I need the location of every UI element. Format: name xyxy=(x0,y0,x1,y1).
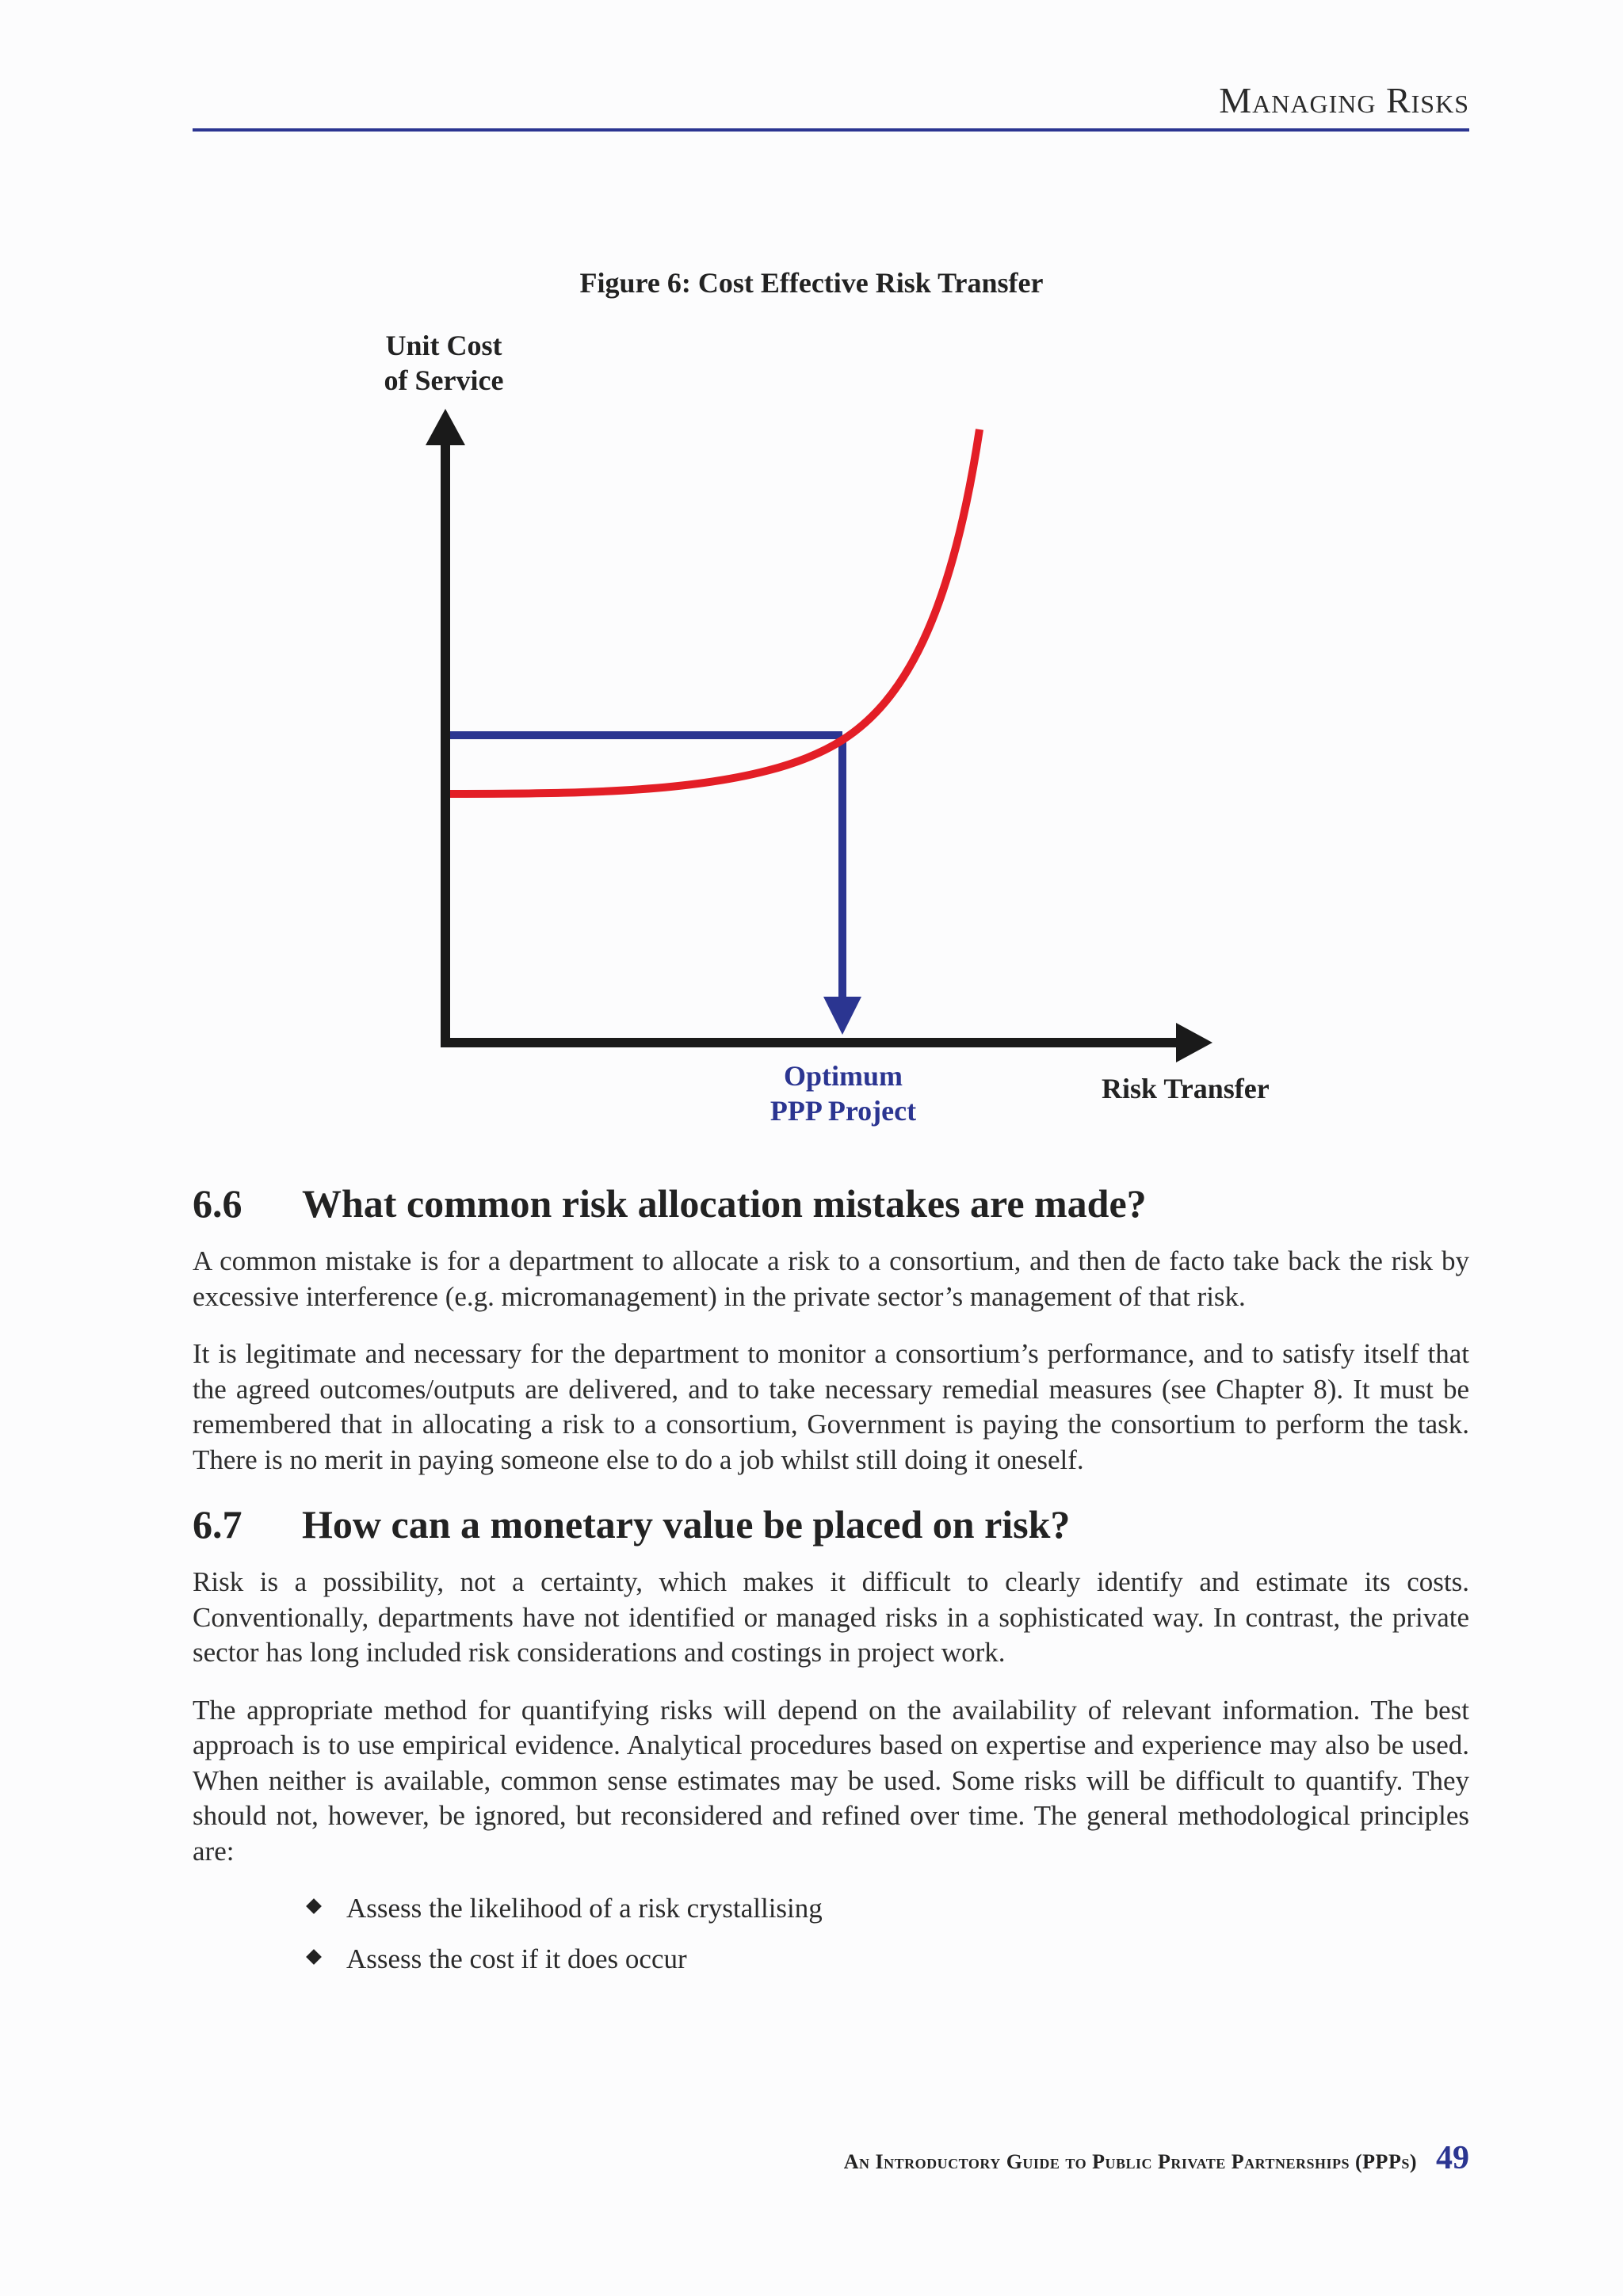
section-number: 6.7 xyxy=(193,1502,242,1547)
section-number: 6.6 xyxy=(193,1181,242,1226)
list-item-text: Assess the likelihood of a risk crystallising xyxy=(346,1893,823,1924)
list-item xyxy=(302,1891,1469,1926)
optimum-label-line1: Optimum xyxy=(783,1060,903,1092)
section-title: How can a monetary value be placed on risk? xyxy=(302,1502,1071,1547)
paragraph: It is legitimate and necessary for the department to monitor a consortium’s performance, and to satisfy itself that the agreed outcomes/outputs are delivered, and to take necessary remedial measures (see Chapter 8). It must be remembered that in allocating a risk to a consortium, Government is paying the consortium to perform the task. There is no merit in paying someone else to do a job whilst still doing it oneself. xyxy=(193,1338,1469,1475)
diamond-bullet-icon xyxy=(306,1898,322,1914)
diamond-bullet-icon xyxy=(306,1949,322,1965)
page-footer xyxy=(844,2139,1469,2177)
list-item xyxy=(302,1942,1469,1977)
section-heading xyxy=(193,1180,1469,1226)
figure-caption: Figure 6: Cost Effective Risk Transfer xyxy=(579,267,1044,299)
paragraph: The appropriate method for quantifying risks will depend on the availability of relevant information. The best approach is to use empirical evidence. Analytical procedures based on expertise and experience may also be used. When neither is available, common sense estimates may be used. Some risks will be difficult to quantify. They should not, however, be ignored, but reconsidered and refined over time. The general methodological principles are: xyxy=(193,1694,1469,1867)
footer-title: An Introductory Guide to Public Private Partnerships (PPPs) xyxy=(843,2150,1417,2173)
page-number: 49 xyxy=(1436,2140,1469,2176)
optimum-ppp-label xyxy=(716,1058,970,1128)
running-header: Managing Risks xyxy=(1219,80,1469,120)
y-axis-arrowhead xyxy=(426,409,465,445)
optimum-label-line2: PPP Project xyxy=(769,1095,917,1127)
paragraph: A common mistake is for a department to allocate a risk to a consortium, and then de facto take back the risk by excessive interference (e.g. micromanagement) in the private sector’s management of that risk. xyxy=(193,1245,1469,1312)
optimum-arrowhead xyxy=(823,997,861,1035)
x-axis-label: Risk Transfer xyxy=(1102,1073,1270,1104)
list-item-text: Assess the cost if it does occur xyxy=(346,1943,687,1974)
section-6-7 xyxy=(193,1501,1469,1977)
y-axis-label-line1: Unit Cost xyxy=(385,330,502,361)
y-axis-label-line2: of Service xyxy=(384,364,504,396)
bullet-list xyxy=(193,1891,1469,1977)
section-title: What common risk allocation mistakes are made? xyxy=(302,1181,1147,1226)
section-heading xyxy=(193,1501,1469,1547)
paragraph: Risk is a possibility, not a certainty, which makes it difficult to clearly identify and estimate its costs. Conventionally, departments have not identified or managed risks in a sophisticated way. In contrast, the private sector has long included risk considerations and costings in project work. xyxy=(193,1566,1469,1668)
x-axis-arrowhead xyxy=(1176,1023,1212,1062)
body-content xyxy=(193,1180,1469,1993)
section-6-6 xyxy=(193,1180,1469,1478)
